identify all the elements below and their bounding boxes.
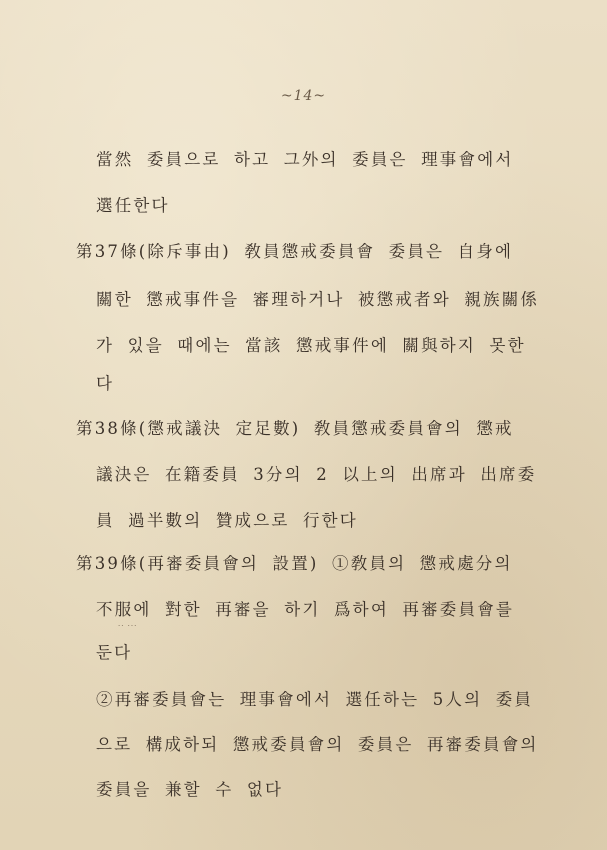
text-line: 不服에 對한 再審을 하기 爲하여 再審委員會를 bbox=[96, 600, 515, 619]
page-number: ~14~ bbox=[280, 88, 327, 104]
article-38-heading: 第38條(懲戒議決 定足數) 敎員懲戒委員會의 懲戒 bbox=[76, 419, 514, 438]
text-line: 當然 委員으로 하고 그外의 委員은 理事會에서 bbox=[96, 150, 514, 169]
article-37-heading: 第37條(除斥事由) 敎員懲戒委員會 委員은 自身에 bbox=[76, 242, 514, 261]
text-line: 으로 構成하되 懲戒委員會의 委員은 再審委員會의 bbox=[96, 735, 539, 754]
text-line: ②再審委員會는 理事會에서 選任하는 5人의 委員 bbox=[96, 690, 534, 709]
text-line: 둔다 bbox=[96, 643, 133, 662]
text-line: 議決은 在籍委員 3分의 2 以上의 出席과 出席委 bbox=[96, 465, 537, 484]
text-line: 關한 懲戒事件을 審理하거나 被懲戒者와 親族關係 bbox=[96, 290, 540, 309]
text-line: 選任한다 bbox=[96, 196, 170, 215]
article-39-heading: 第39條(再審委員會의 設置) ①敎員의 懲戒處分의 bbox=[76, 554, 513, 573]
text-line: 다 bbox=[96, 374, 115, 393]
text-line: 員 過半數의 贊成으로 行한다 bbox=[96, 511, 358, 530]
marginal-note: ·· ··· bbox=[118, 622, 138, 630]
text-line: 가 있을 때에는 當該 懲戒事件에 關與하지 못한 bbox=[96, 336, 526, 355]
text-line: 委員을 兼할 수 없다 bbox=[96, 780, 284, 799]
